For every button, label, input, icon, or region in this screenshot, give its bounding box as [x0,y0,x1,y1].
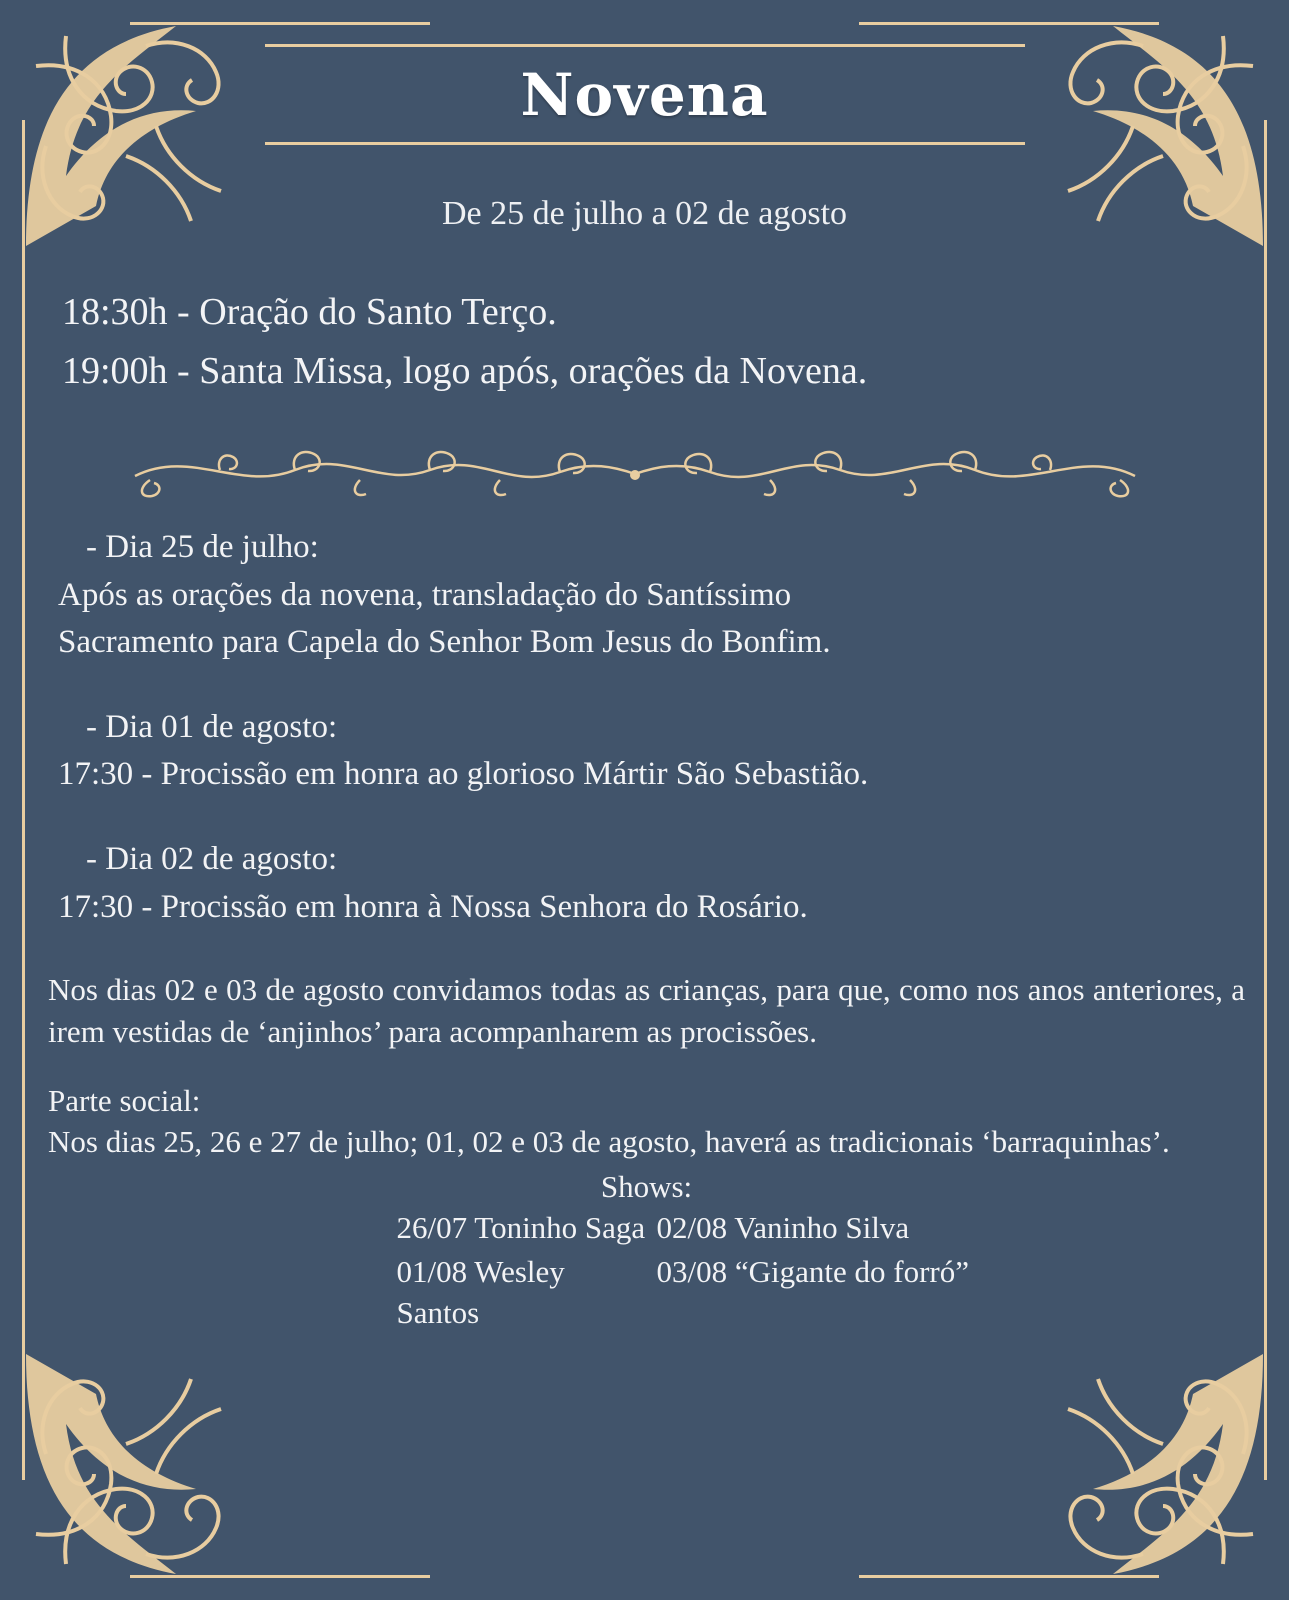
divider-flourish-icon [120,440,1150,500]
frame-border-bottom-left [130,1575,430,1578]
day-block-01-agosto [48,704,1245,799]
day-heading: - Dia 02 de agosto: [86,841,338,878]
corner-ornament-icon [1033,1344,1283,1594]
day-text-line: Após as orações da novena, transladação do Santíssimo [58,576,792,613]
show-entry: 03/08 “Gigante do forró” [656,1253,969,1289]
day-text-line: 17:30 - Procissão em honra à Nossa Senhora do Rosário. [58,889,808,926]
date-range-subtitle: De 25 de julho a 02 de agosto [441,195,848,232]
poster-body [48,524,1245,1334]
spacer [48,1053,1245,1081]
title-rule-top [265,44,1025,47]
social-section-label: Parte social: [48,1082,201,1118]
spacer [48,941,1245,969]
day-block-25-julho [48,524,1245,666]
daily-schedule [62,283,1229,401]
corner-ornament-icon [6,1344,256,1594]
day-text-line: Sacramento para Capela do Senhor Bom Jesus do Bonfim. [58,623,831,660]
frame-border-top-right [859,22,1159,25]
day-heading: - Dia 25 de julho: [86,529,319,565]
day-heading: - Dia 01 de agosto: [86,708,338,745]
poster-header [0,44,1289,145]
page-title: Novena [520,61,769,129]
day-text-line: 17:30 - Procissão em honra ao glorioso Mártir São Sebastião. [58,756,869,793]
frame-border-left [22,120,25,1480]
title-rule-bottom [265,142,1025,145]
children-note: Nos dias 02 e 03 de agosto convidamos todas as crianças, para que, como nos anos anteriores, a irem vestidas de ‘anjinhos’ para acompanharem as procissões. [48,971,1245,1049]
frame-border-top-left [130,22,430,25]
shows-heading: Shows: [600,1168,693,1204]
shows-list [227,1207,1067,1335]
social-section-text: Nos dias 25, 26 e 27 de julho; 01, 02 e 03 de agosto, haverá as tradicionais ‘barraquinhas’. [48,1123,1170,1159]
spacer [48,676,1245,704]
frame-border-right [1264,120,1267,1480]
show-entry: 01/08 Wesley Santos [396,1253,565,1331]
frame-border-bottom-right [859,1575,1159,1578]
schedule-line: 18:30h - Oração do Santo Terço. [62,291,557,333]
spacer [48,808,1245,836]
show-entry: 26/07 Toninho Saga [396,1209,646,1245]
show-entry: 02/08 Vaninho Silva [656,1209,910,1245]
schedule-line: 19:00h - Santa Missa, logo após, orações da Novena. [62,349,868,392]
day-block-02-agosto [48,836,1245,931]
